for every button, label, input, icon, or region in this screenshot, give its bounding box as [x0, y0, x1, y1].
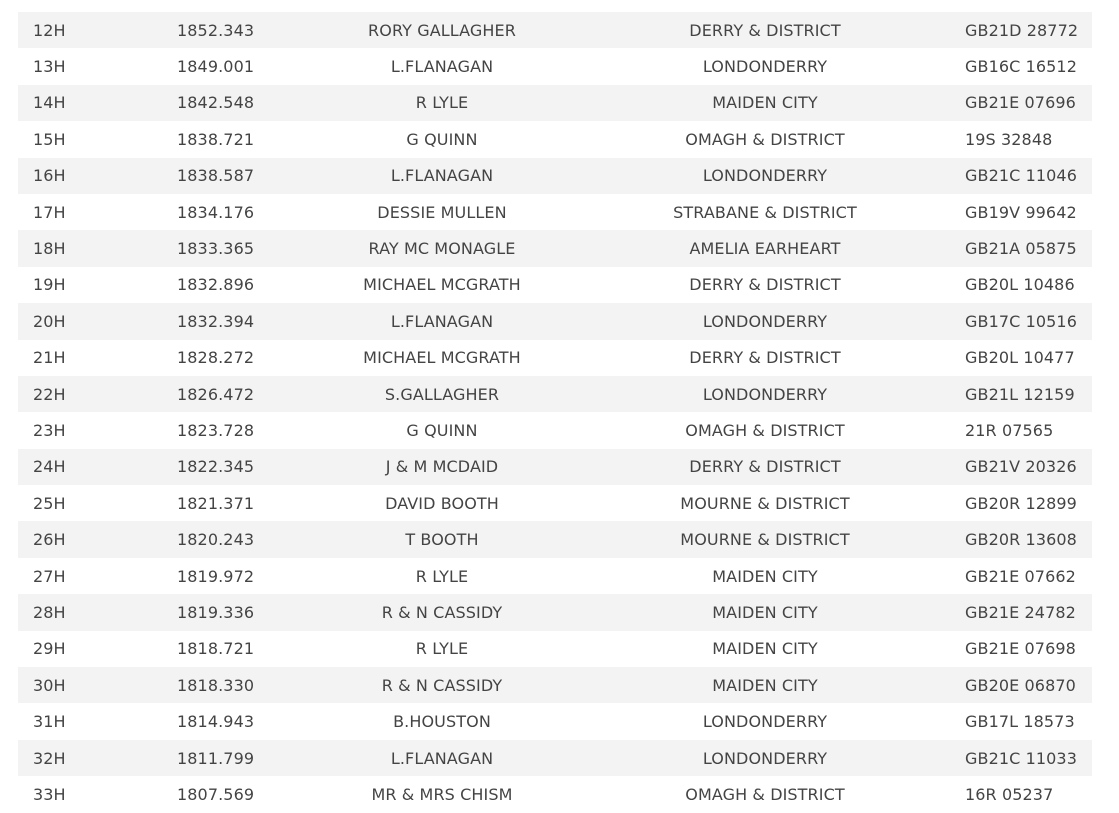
- velocity-cell: 1814.943: [177, 703, 277, 739]
- velocity-cell: 1832.394: [177, 303, 277, 339]
- table-row: [18, 85, 1092, 121]
- club-cell: DERRY & DISTRICT: [607, 267, 923, 303]
- ring-number-cell: GB20R 12899: [923, 485, 1092, 521]
- table-row: [18, 776, 1092, 812]
- club-cell: LONDONDERRY: [607, 158, 923, 194]
- position-cell: 20H: [18, 303, 177, 339]
- ring-number-cell: GB20L 10486: [923, 267, 1092, 303]
- results-table-body: [18, 12, 1092, 813]
- ring-number-cell: GB21E 07662: [923, 558, 1092, 594]
- ring-number-cell: GB17C 10516: [923, 303, 1092, 339]
- table-row: [18, 667, 1092, 703]
- velocity-cell: 1852.343: [177, 12, 277, 48]
- velocity-cell: 1834.176: [177, 194, 277, 230]
- table-row: [18, 376, 1092, 412]
- table-row: [18, 485, 1092, 521]
- velocity-cell: 1832.896: [177, 267, 277, 303]
- velocity-cell: 1818.721: [177, 631, 277, 667]
- ring-number-cell: GB21E 07696: [923, 85, 1092, 121]
- fancier-name-cell: R LYLE: [277, 631, 607, 667]
- table-row: [18, 194, 1092, 230]
- ring-number-cell: GB21E 24782: [923, 594, 1092, 630]
- fancier-name-cell: RAY MC MONAGLE: [277, 230, 607, 266]
- table-row: [18, 12, 1092, 48]
- fancier-name-cell: MICHAEL MCGRATH: [277, 340, 607, 376]
- table-row: [18, 594, 1092, 630]
- club-cell: MAIDEN CITY: [607, 594, 923, 630]
- fancier-name-cell: L.FLANAGAN: [277, 48, 607, 84]
- fancier-name-cell: MR & MRS CHISM: [277, 776, 607, 812]
- ring-number-cell: GB21D 28772: [923, 12, 1092, 48]
- position-cell: 31H: [18, 703, 177, 739]
- position-cell: 14H: [18, 85, 177, 121]
- velocity-cell: 1849.001: [177, 48, 277, 84]
- velocity-cell: 1818.330: [177, 667, 277, 703]
- table-row: [18, 703, 1092, 739]
- fancier-name-cell: L.FLANAGAN: [277, 303, 607, 339]
- fancier-name-cell: MICHAEL MCGRATH: [277, 267, 607, 303]
- fancier-name-cell: L.FLANAGAN: [277, 740, 607, 776]
- position-cell: 30H: [18, 667, 177, 703]
- velocity-cell: 1811.799: [177, 740, 277, 776]
- ring-number-cell: GB19V 99642: [923, 194, 1092, 230]
- position-cell: 24H: [18, 449, 177, 485]
- fancier-name-cell: T BOOTH: [277, 521, 607, 557]
- position-cell: 29H: [18, 631, 177, 667]
- position-cell: 13H: [18, 48, 177, 84]
- table-row: [18, 121, 1092, 157]
- fancier-name-cell: G QUINN: [277, 412, 607, 448]
- club-cell: DERRY & DISTRICT: [607, 449, 923, 485]
- ring-number-cell: GB21C 11046: [923, 158, 1092, 194]
- club-cell: MAIDEN CITY: [607, 558, 923, 594]
- club-cell: STRABANE & DISTRICT: [607, 194, 923, 230]
- table-row: [18, 303, 1092, 339]
- velocity-cell: 1833.365: [177, 230, 277, 266]
- fancier-name-cell: DAVID BOOTH: [277, 485, 607, 521]
- fancier-name-cell: J & M MCDAID: [277, 449, 607, 485]
- fancier-name-cell: L.FLANAGAN: [277, 158, 607, 194]
- position-cell: 28H: [18, 594, 177, 630]
- velocity-cell: 1838.587: [177, 158, 277, 194]
- fancier-name-cell: G QUINN: [277, 121, 607, 157]
- velocity-cell: 1822.345: [177, 449, 277, 485]
- table-row: [18, 230, 1092, 266]
- club-cell: MOURNE & DISTRICT: [607, 521, 923, 557]
- results-table: [18, 12, 1092, 813]
- club-cell: MAIDEN CITY: [607, 667, 923, 703]
- fancier-name-cell: R & N CASSIDY: [277, 667, 607, 703]
- position-cell: 15H: [18, 121, 177, 157]
- club-cell: DERRY & DISTRICT: [607, 340, 923, 376]
- position-cell: 12H: [18, 12, 177, 48]
- club-cell: LONDONDERRY: [607, 703, 923, 739]
- table-row: [18, 340, 1092, 376]
- position-cell: 17H: [18, 194, 177, 230]
- velocity-cell: 1838.721: [177, 121, 277, 157]
- ring-number-cell: GB17L 18573: [923, 703, 1092, 739]
- ring-number-cell: GB20R 13608: [923, 521, 1092, 557]
- position-cell: 18H: [18, 230, 177, 266]
- position-cell: 22H: [18, 376, 177, 412]
- club-cell: LONDONDERRY: [607, 303, 923, 339]
- fancier-name-cell: R LYLE: [277, 85, 607, 121]
- position-cell: 21H: [18, 340, 177, 376]
- results-table-container: [18, 12, 1092, 813]
- velocity-cell: 1828.272: [177, 340, 277, 376]
- fancier-name-cell: R LYLE: [277, 558, 607, 594]
- club-cell: AMELIA EARHEART: [607, 230, 923, 266]
- velocity-cell: 1842.548: [177, 85, 277, 121]
- velocity-cell: 1823.728: [177, 412, 277, 448]
- club-cell: LONDONDERRY: [607, 48, 923, 84]
- club-cell: OMAGH & DISTRICT: [607, 412, 923, 448]
- velocity-cell: 1819.972: [177, 558, 277, 594]
- table-row: [18, 521, 1092, 557]
- club-cell: LONDONDERRY: [607, 376, 923, 412]
- position-cell: 19H: [18, 267, 177, 303]
- table-row: [18, 631, 1092, 667]
- ring-number-cell: 16R 05237: [923, 776, 1092, 812]
- table-row: [18, 740, 1092, 776]
- table-row: [18, 412, 1092, 448]
- fancier-name-cell: B.HOUSTON: [277, 703, 607, 739]
- ring-number-cell: 19S 32848: [923, 121, 1092, 157]
- club-cell: LONDONDERRY: [607, 740, 923, 776]
- ring-number-cell: GB21V 20326: [923, 449, 1092, 485]
- position-cell: 33H: [18, 776, 177, 812]
- ring-number-cell: GB16C 16512: [923, 48, 1092, 84]
- fancier-name-cell: S.GALLAGHER: [277, 376, 607, 412]
- velocity-cell: 1819.336: [177, 594, 277, 630]
- velocity-cell: 1821.371: [177, 485, 277, 521]
- club-cell: MOURNE & DISTRICT: [607, 485, 923, 521]
- ring-number-cell: 21R 07565: [923, 412, 1092, 448]
- position-cell: 16H: [18, 158, 177, 194]
- fancier-name-cell: RORY GALLAGHER: [277, 12, 607, 48]
- fancier-name-cell: R & N CASSIDY: [277, 594, 607, 630]
- position-cell: 25H: [18, 485, 177, 521]
- velocity-cell: 1807.569: [177, 776, 277, 812]
- table-row: [18, 158, 1092, 194]
- table-row: [18, 558, 1092, 594]
- club-cell: MAIDEN CITY: [607, 631, 923, 667]
- position-cell: 23H: [18, 412, 177, 448]
- position-cell: 27H: [18, 558, 177, 594]
- ring-number-cell: GB20L 10477: [923, 340, 1092, 376]
- club-cell: DERRY & DISTRICT: [607, 12, 923, 48]
- ring-number-cell: GB20E 06870: [923, 667, 1092, 703]
- velocity-cell: 1826.472: [177, 376, 277, 412]
- position-cell: 26H: [18, 521, 177, 557]
- position-cell: 32H: [18, 740, 177, 776]
- club-cell: OMAGH & DISTRICT: [607, 121, 923, 157]
- table-row: [18, 449, 1092, 485]
- club-cell: OMAGH & DISTRICT: [607, 776, 923, 812]
- ring-number-cell: GB21E 07698: [923, 631, 1092, 667]
- table-row: [18, 48, 1092, 84]
- ring-number-cell: GB21A 05875: [923, 230, 1092, 266]
- ring-number-cell: GB21L 12159: [923, 376, 1092, 412]
- club-cell: MAIDEN CITY: [607, 85, 923, 121]
- velocity-cell: 1820.243: [177, 521, 277, 557]
- ring-number-cell: GB21C 11033: [923, 740, 1092, 776]
- table-row: [18, 267, 1092, 303]
- fancier-name-cell: DESSIE MULLEN: [277, 194, 607, 230]
